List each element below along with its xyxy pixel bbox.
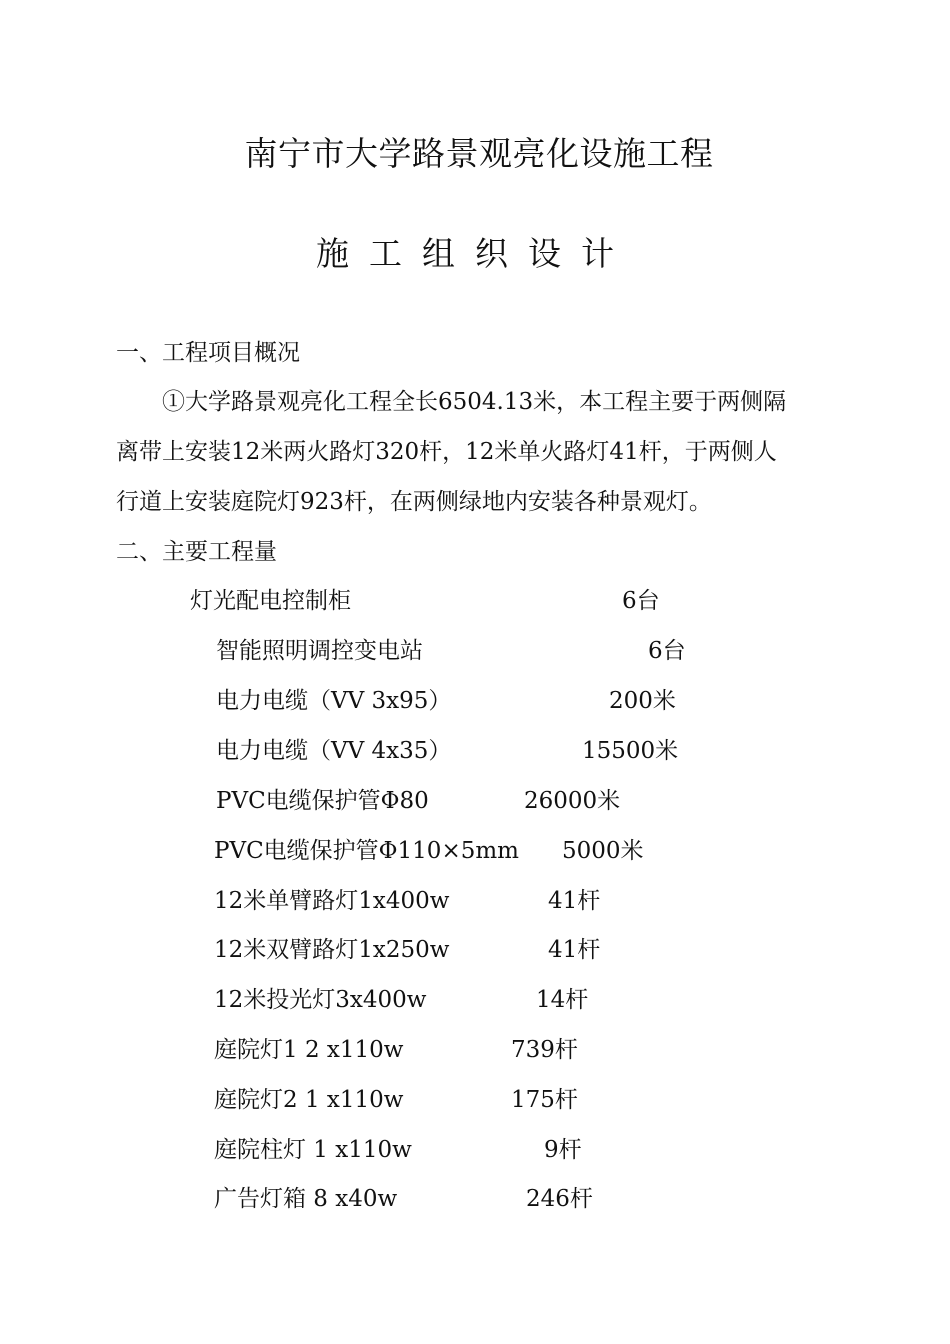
quantity-value: 9杆 [544, 1137, 582, 1163]
quantity-value: 5000米 [562, 838, 644, 864]
quantity-value: 14杆 [536, 987, 589, 1013]
quantity-row [214, 931, 634, 963]
quantity-row [216, 632, 696, 664]
quantity-value: 41杆 [548, 888, 601, 914]
quantity-row [216, 682, 696, 714]
quantity-value: 26000米 [524, 788, 621, 814]
quantity-item-name: 电力电缆（VV 3x95） [216, 688, 452, 714]
quantity-item-name: 庭院灯1 2 x110w [214, 1037, 404, 1063]
quantity-item-name: PVC电缆保护管Φ80 [216, 788, 429, 814]
quantity-row [216, 782, 656, 814]
document-subtitle: 施工组织设计 [316, 234, 634, 273]
quantity-item-name: 灯光配电控制柜 [190, 588, 351, 614]
quantity-row [216, 732, 696, 764]
quantity-item-name: PVC电缆保护管Φ110×5mm [214, 838, 519, 864]
overview-paragraph-line: 行道上安装庭院灯923杆，在两侧绿地内安装各种景观灯。 [116, 489, 712, 515]
quantity-row [214, 1131, 634, 1163]
overview-paragraph-line: 离带上安装12米两火路灯320杆，12米单火路灯41杆，于两侧人 [116, 439, 777, 465]
quantity-item-name: 12米投光灯3x400w [214, 987, 427, 1013]
quantity-row [214, 1081, 634, 1113]
overview-paragraph-line: ①大学路景观亮化工程全长6504.13米，本工程主要于两侧隔 [162, 389, 787, 415]
quantity-row [214, 1031, 634, 1063]
quantity-item-name: 庭院柱灯 1 x110w [214, 1137, 412, 1163]
quantity-row [214, 832, 674, 864]
quantity-item-name: 智能照明调控变电站 [216, 638, 423, 664]
quantity-value: 739杆 [511, 1037, 578, 1063]
quantity-value: 175杆 [511, 1087, 578, 1113]
quantity-item-name: 庭院灯2 1 x110w [214, 1087, 404, 1113]
quantity-row [214, 981, 634, 1013]
quantity-value: 41杆 [548, 937, 601, 963]
quantity-item-name: 12米单臂路灯1x400w [214, 888, 450, 914]
quantity-value: 200米 [609, 688, 676, 714]
quantity-value: 15500米 [582, 738, 679, 764]
section-heading-quantities: 二、主要工程量 [116, 539, 277, 565]
quantity-item-name: 广告灯箱 8 x40w [214, 1186, 398, 1212]
section-heading-overview: 一、工程项目概况 [116, 340, 300, 366]
quantity-row [214, 882, 634, 914]
quantity-value: 6台 [648, 638, 686, 664]
document-title: 南宁市大学路景观亮化设施工程 [244, 134, 714, 173]
quantity-item-name: 电力电缆（VV 4x35） [216, 738, 452, 764]
quantity-row [214, 1180, 634, 1212]
quantity-value: 6台 [622, 588, 660, 614]
quantity-item-name: 12米双臂路灯1x250w [214, 937, 450, 963]
quantity-value: 246杆 [526, 1186, 593, 1212]
quantity-row [190, 582, 690, 614]
